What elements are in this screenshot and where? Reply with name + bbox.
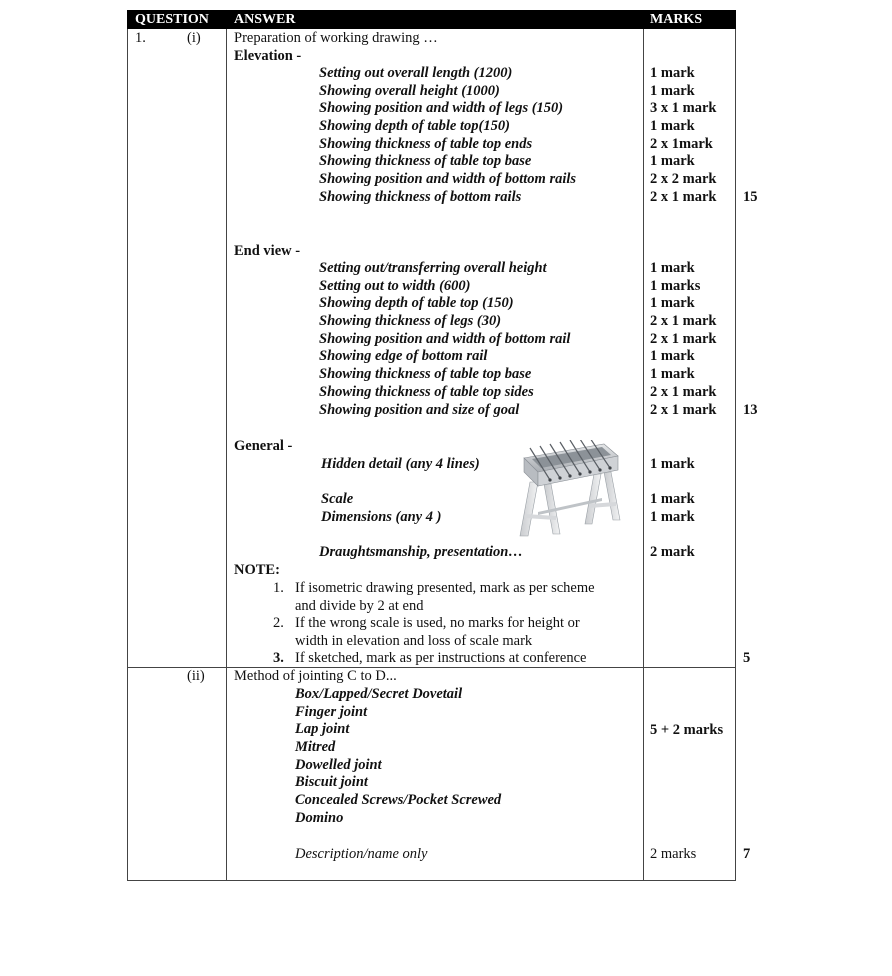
- mark-value: 1 mark: [650, 82, 695, 99]
- list-item: Setting out overall length (1200): [319, 65, 513, 81]
- mark-value: 2 x 1 mark: [650, 401, 717, 418]
- list-item: Dowelled joint: [295, 756, 382, 773]
- scale-mark: 1 mark: [650, 491, 695, 507]
- list-item: Concealed Screws/Pocket Screwed: [295, 792, 502, 809]
- list-item: Showing edge of bottom rail: [319, 348, 488, 365]
- note-3-text: If sketched, mark as per instructions at conference: [295, 650, 587, 666]
- hidden-detail-text: Hidden detail (any 4 lines): [321, 456, 480, 472]
- list-item: Mitred: [295, 739, 336, 756]
- general-heading: General -: [234, 438, 293, 454]
- draughtsmanship-mark: 2 mark: [650, 544, 695, 560]
- list-item: Showing thickness of table top sides: [319, 383, 534, 400]
- table-left-border: [127, 29, 128, 881]
- list-item: Showing thickness of bottom rails: [319, 188, 522, 205]
- list-item: Showing overall height (1000): [319, 82, 500, 99]
- hidden-detail-mark: 1 mark: [650, 456, 695, 472]
- part-ii-intro: Method of jointing C to D...: [234, 668, 397, 684]
- mark-value: 1 mark: [650, 260, 695, 276]
- part-ii-total: 7: [743, 846, 751, 862]
- list-item: Showing thickness of table top ends: [319, 135, 533, 152]
- mark-value: 1 mark: [650, 348, 695, 365]
- list-item: Showing thickness of table top base: [319, 366, 532, 383]
- list-item: Setting out to width (600): [319, 277, 471, 294]
- joints-mark: 5 + 2 marks: [650, 722, 724, 738]
- list-item: Setting out/transferring overall height: [319, 260, 547, 276]
- end-view-total: 13: [743, 402, 758, 418]
- mark-value: 2 x 1 mark: [650, 188, 717, 205]
- list-item: Showing thickness of table top base: [319, 153, 532, 170]
- table-right-border: [735, 29, 736, 881]
- question-number: 1.: [135, 30, 146, 46]
- joint-list: [295, 686, 501, 828]
- end-view-heading: End view -: [234, 243, 301, 259]
- elevation-items: [319, 65, 576, 207]
- foosball-table-image: [516, 440, 622, 540]
- list-item: Showing thickness of legs (30): [319, 313, 502, 330]
- note-1-text: [295, 580, 595, 615]
- table-divider-question: [226, 29, 227, 881]
- description-text: Description/name only: [295, 846, 428, 862]
- header-question: QUESTION: [135, 12, 209, 27]
- dimensions-mark: 1 mark: [650, 509, 695, 525]
- elevation-marks: [650, 65, 716, 207]
- list-item: Finger joint: [295, 703, 368, 720]
- scale-text: Scale: [321, 491, 354, 507]
- list-item: Showing position and width of bottom rails: [319, 171, 577, 188]
- list-item: Showing depth of table top (150): [319, 295, 514, 312]
- note-line: If isometric drawing presented, mark as per scheme: [295, 580, 595, 596]
- list-item: Box/Lapped/Secret Dovetail: [295, 686, 463, 702]
- end-view-marks: [650, 260, 716, 419]
- dimensions-text: Dimensions (any 4 ): [321, 509, 442, 525]
- mark-value: 1 marks: [650, 277, 701, 294]
- note-1-number: 1.: [273, 580, 284, 596]
- part-i-intro: Preparation of working drawing …: [234, 30, 438, 46]
- note-2-number: 2.: [273, 615, 284, 631]
- note-2-text: [295, 615, 580, 650]
- part-i-total: 5: [743, 650, 751, 666]
- draughtsmanship-text: Draughtsmanship, presentation…: [319, 544, 523, 560]
- table-header: [127, 10, 736, 29]
- mark-value: 2 x 1 mark: [650, 330, 717, 347]
- list-item: Showing position and width of legs (150): [319, 100, 564, 117]
- note-line: If the wrong scale is used, no marks for height or: [295, 615, 580, 631]
- elevation-heading: Elevation -: [234, 48, 302, 64]
- part-i-label: (i): [187, 30, 201, 46]
- mark-value: 2 x 1 mark: [650, 313, 717, 330]
- note-3-number: 3.: [273, 650, 284, 666]
- part-ii-label: (ii): [187, 668, 205, 684]
- table-divider-answer: [643, 29, 644, 881]
- mark-value: 2 x 2 mark: [650, 171, 717, 188]
- mark-value: 3 x 1 mark: [650, 100, 717, 117]
- mark-value: 1 mark: [650, 153, 695, 170]
- list-item: Domino: [295, 809, 344, 826]
- note-heading: NOTE:: [234, 562, 280, 578]
- list-item: Lap joint: [295, 721, 350, 738]
- list-item: Showing position and size of goal: [319, 401, 520, 418]
- mark-value: 2 x 1 mark: [650, 383, 717, 400]
- mark-value: 1 mark: [650, 118, 695, 135]
- header-marks: MARKS: [650, 12, 703, 27]
- description-mark: 2 marks: [650, 846, 697, 862]
- end-view-items: [319, 260, 570, 419]
- list-item: Showing depth of table top(150): [319, 118, 510, 135]
- note-line: and divide by 2 at end: [295, 597, 424, 614]
- mark-value: 1 mark: [650, 295, 695, 312]
- note-line: width in elevation and loss of scale mark: [295, 632, 533, 649]
- mark-value: 2 x 1mark: [650, 135, 713, 152]
- list-item: Biscuit joint: [295, 774, 368, 791]
- mark-value: 1 mark: [650, 65, 695, 81]
- elevation-total: 15: [743, 189, 758, 205]
- table-bottom-border: [127, 880, 736, 881]
- header-answer: ANSWER: [234, 12, 296, 27]
- list-item: Showing position and width of bottom rail: [319, 330, 571, 347]
- mark-value: 1 mark: [650, 366, 695, 383]
